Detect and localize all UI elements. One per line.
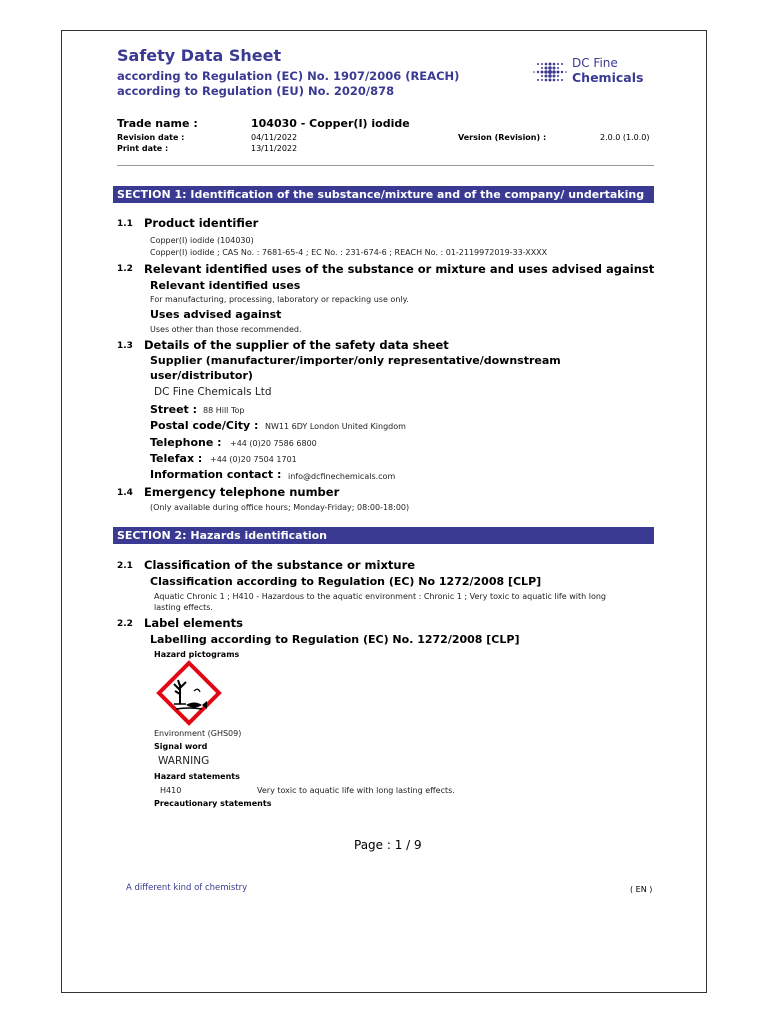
identified-uses-heading: Relevant identified uses of the substance or mixture and uses advised against [144, 262, 655, 276]
section-number: 2.2 [117, 619, 133, 629]
uses-advised-against-subheading: Uses advised against [150, 308, 282, 321]
label-elements-heading: Label elements [144, 616, 243, 630]
product-name: Copper(I) iodide (104030) [150, 236, 254, 245]
regulation-line-1: according to Regulation (EC) No. 1907/2006 (REACH) [117, 69, 460, 83]
product-registry-numbers: Copper(I) iodide ; CAS No. : 7681-65-4 ; EC No. : 231-674-6 ; REACH No. : 01-2119972019-33-XXXX [150, 248, 548, 257]
environment-hazard-pictogram-icon [156, 660, 222, 730]
revision-date-label: Revision date : [117, 133, 185, 142]
street-label: Street : [150, 403, 198, 416]
section2-header: SECTION 2: Hazards identification [113, 527, 654, 544]
supplier-subheading: Supplier (manufacturer/importer/only representative/downstream [150, 354, 561, 367]
page-number: Page : 1 / 9 [354, 838, 422, 852]
section-number: 1.4 [117, 488, 133, 498]
print-date-value: 13/11/2022 [251, 144, 298, 153]
document-title: Safety Data Sheet [117, 46, 282, 65]
supplier-subheading-cont: user/distributor) [150, 369, 253, 382]
information-contact-email[interactable]: info@dcfinechemicals.com [288, 472, 396, 481]
hazard-statements-label: Hazard statements [154, 772, 240, 781]
clp-classification-subheading: Classification according to Regulation (EC) No 1272/2008 [CLP] [150, 575, 542, 588]
footer-tagline: A different kind of chemistry [126, 883, 248, 893]
language-indicator: ( EN ) [630, 885, 653, 894]
identified-uses-subheading: Relevant identified uses [150, 279, 301, 292]
trade-name-label: Trade name : [117, 117, 198, 130]
uses-advised-against-text: Uses other than those recommended. [150, 325, 302, 334]
street-value: 88 Hill Top [203, 406, 245, 415]
telephone-label: Telephone : [150, 436, 222, 449]
information-contact-label: Information contact : [150, 468, 282, 481]
logo-text-line1: DC Fine [572, 56, 618, 70]
section-number: 1.3 [117, 341, 133, 351]
telefax-label: Telefax : [150, 452, 203, 465]
print-date-label: Print date : [117, 144, 169, 153]
signal-word-value: WARNING [158, 755, 210, 767]
precautionary-statements-label: Precautionary statements [154, 799, 272, 808]
classification-heading: Classification of the substance or mixture [144, 558, 416, 572]
regulation-line-2: according to Regulation (EU) No. 2020/878 [117, 84, 395, 98]
pictogram-caption: Environment (GHS09) [154, 729, 242, 738]
company-name: DC Fine Chemicals Ltd [154, 386, 272, 398]
hazard-statement-text: Very toxic to aquatic life with long lasting effects. [257, 786, 455, 795]
version-value: 2.0.0 (1.0.0) [600, 133, 650, 142]
hazard-code: H410 [160, 786, 182, 795]
section-number: 2.1 [117, 561, 133, 571]
telefax-value: +44 (0)20 7504 1701 [210, 455, 297, 464]
postal-code-label: Postal code/City : [150, 419, 259, 432]
emergency-phone-text: (Only available during office hours; Monday-Friday; 08:00-18:00) [150, 503, 410, 512]
product-identifier-heading: Product identifier [144, 216, 259, 230]
company-logo-icon [532, 54, 570, 92]
classification-text-cont: lasting effects. [154, 603, 213, 612]
section1-header: SECTION 1: Identification of the substance/mixture and of the company/ undertaking [113, 186, 654, 203]
identified-uses-text: For manufacturing, processing, laboratory or repacking use only. [150, 295, 409, 304]
telephone-value: +44 (0)20 7586 6800 [230, 439, 317, 448]
postal-code-value: NW11 6DY London United Kingdom [265, 422, 406, 431]
section-number: 1.2 [117, 264, 133, 274]
trade-name-value: 104030 - Copper(I) iodide [251, 117, 410, 130]
supplier-details-heading: Details of the supplier of the safety data sheet [144, 338, 449, 352]
revision-date-value: 04/11/2022 [251, 133, 298, 142]
emergency-phone-heading: Emergency telephone number [144, 485, 340, 499]
version-label: Version (Revision) : [458, 133, 547, 142]
header-divider [117, 165, 654, 166]
classification-text: Aquatic Chronic 1 ; H410 - Hazardous to the aquatic environment : Chronic 1 ; Very toxic to aquatic life with long [154, 592, 606, 601]
hazard-pictograms-label: Hazard pictograms [154, 650, 240, 659]
logo-text-line2: Chemicals [572, 70, 644, 85]
section-number: 1.1 [117, 219, 133, 229]
signal-word-label: Signal word [154, 742, 208, 751]
clp-labelling-subheading: Labelling according to Regulation (EC) No. 1272/2008 [CLP] [150, 633, 520, 646]
